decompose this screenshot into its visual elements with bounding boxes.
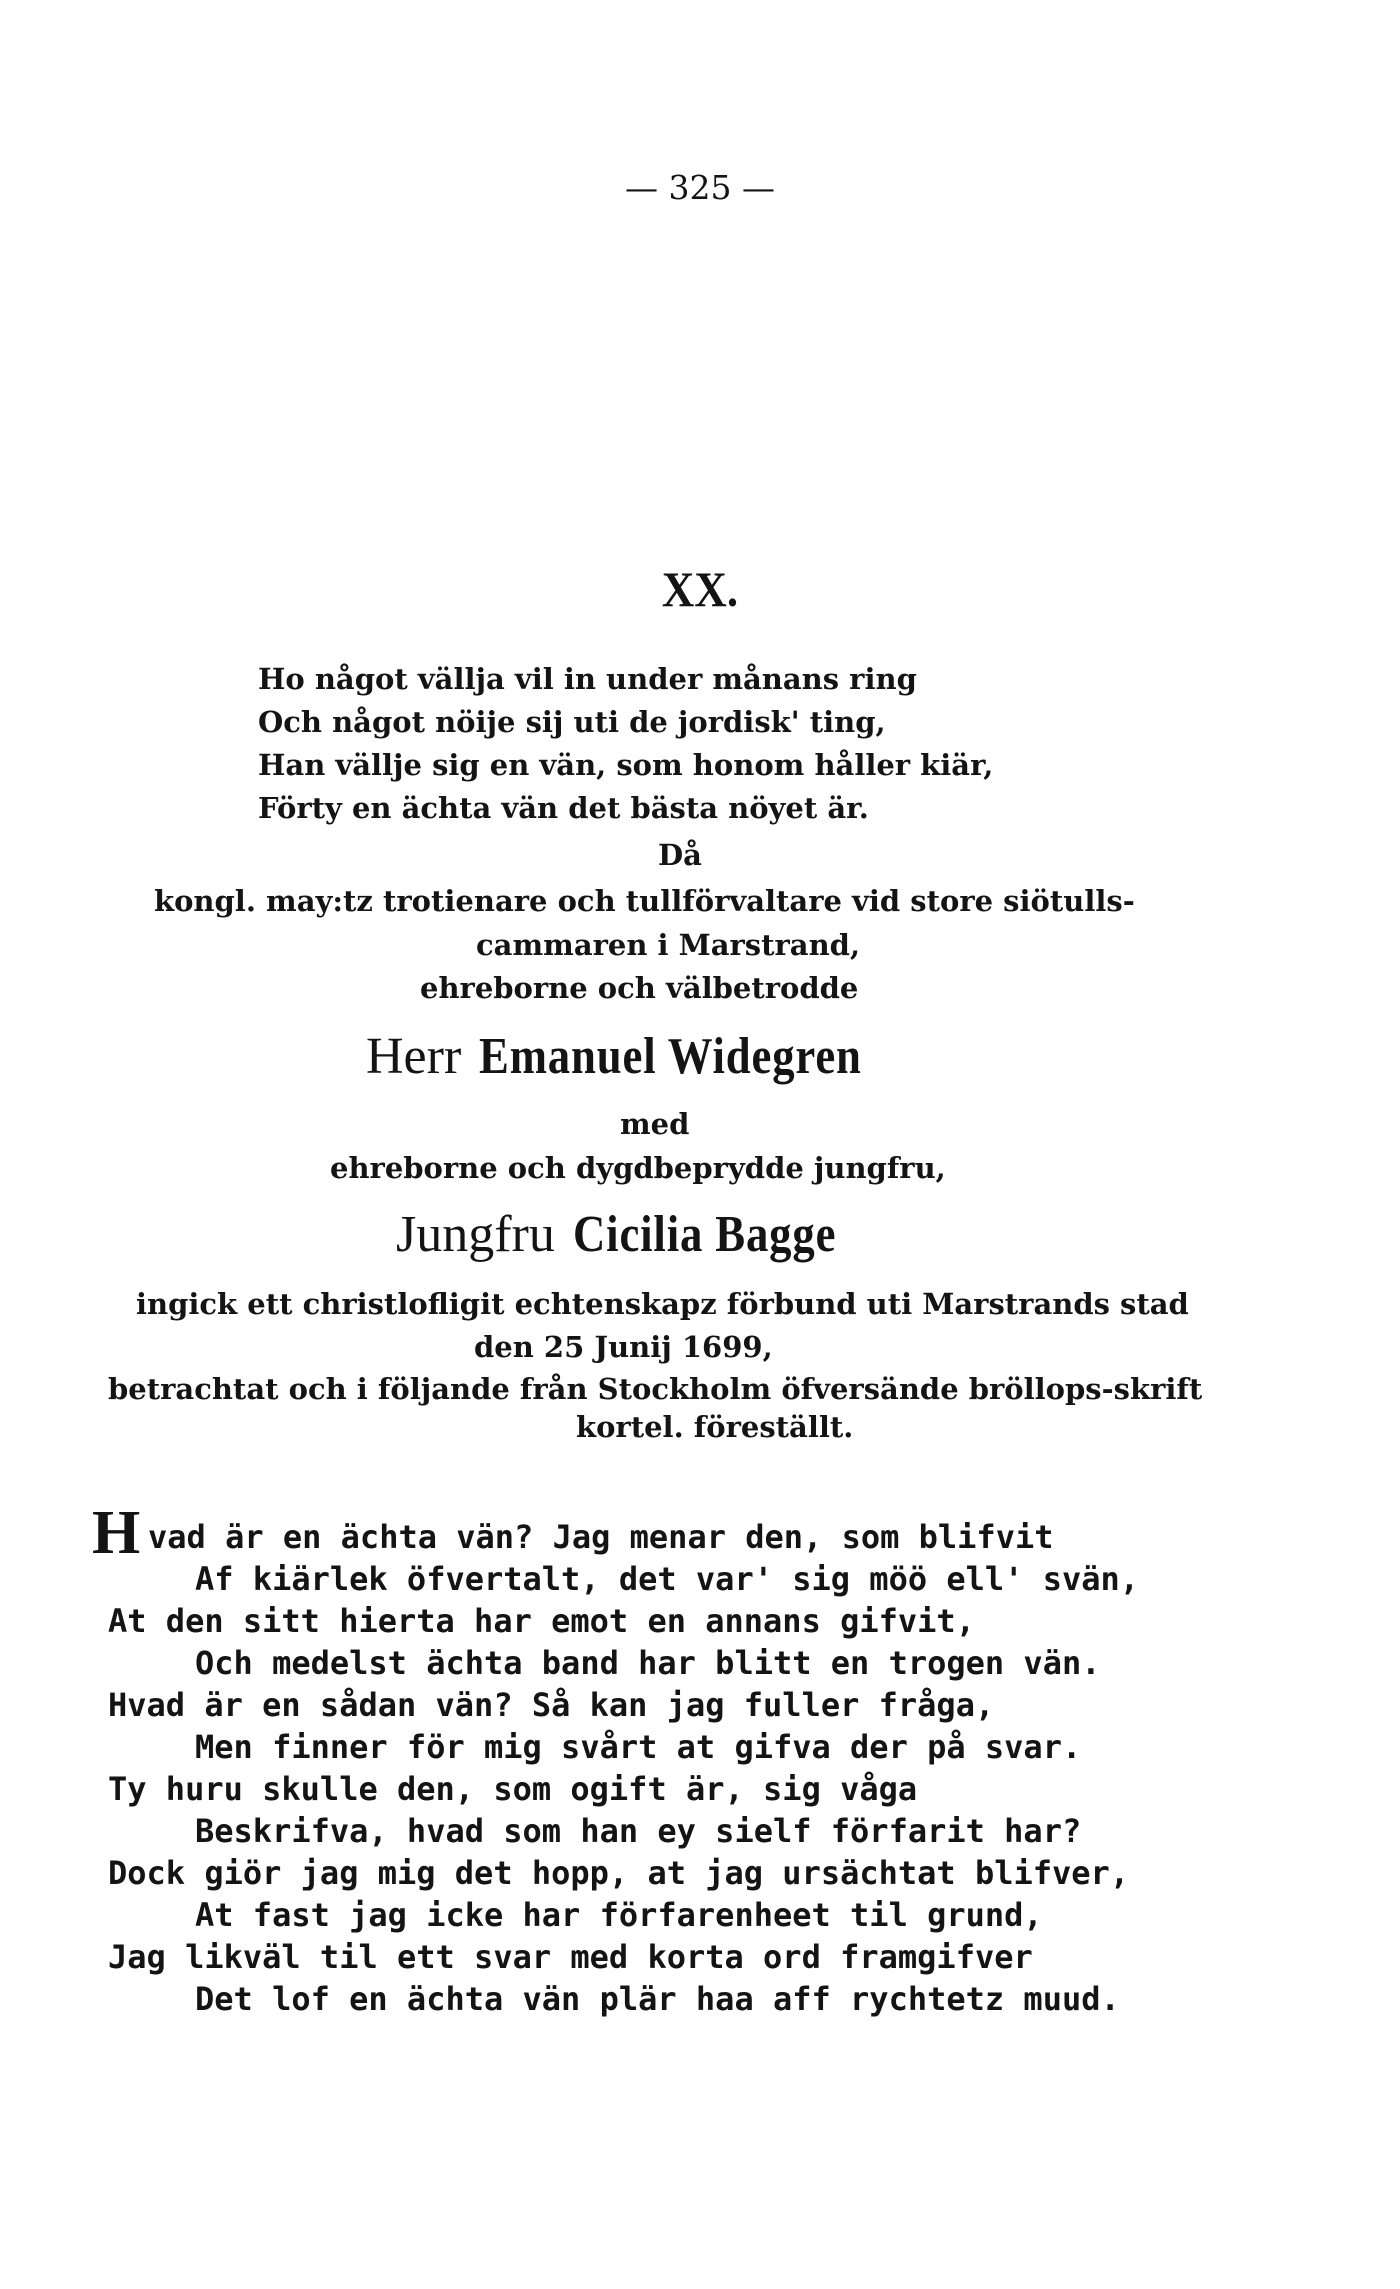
poem-line: At den sitt hierta har emot en annans gifvit,: [108, 1602, 975, 1640]
poem-drop-cap: H: [92, 1499, 141, 1567]
poem-line: Beskrifva, hvad som han ey sielf förfarit har?: [195, 1812, 1082, 1850]
poem-line: At fast jag icke har förfarenheet til grund,: [195, 1896, 1043, 1934]
intro-verse-line: Ho något vällja vil in under månans ring: [258, 662, 917, 696]
intro-verse-line: Och något nöije sij uti de jordisk' ting,: [258, 705, 886, 739]
occasion-line: den 25 Junij 1699,: [474, 1330, 773, 1364]
groom-name: [366, 1025, 924, 1086]
occasion-line: ehreborne och dygdbeprydde jungfru,: [330, 1151, 946, 1185]
occasion-line: ingick ett christlofligit echtenskapz förbund uti Marstrands stad: [136, 1287, 1189, 1321]
bride-fullname: Cicilia Bagge: [572, 1206, 837, 1263]
occasion-line: betrachtat och i följande från Stockholm öfversände bröllops-skrift: [108, 1372, 1203, 1406]
poem-line: vad är en ächta vän? Jag menar den, som blifvit: [148, 1518, 1054, 1556]
occasion-line: kortel. föreställt.: [576, 1410, 854, 1444]
groom-prefix: Herr: [366, 1028, 462, 1085]
bride-prefix: Jungfru: [396, 1206, 555, 1263]
poem-line: Ty huru skulle den, som ogift är, sig våga: [108, 1770, 918, 1808]
poem-line: Hvad är en sådan vän? Så kan jag fuller fråga,: [108, 1686, 995, 1724]
page-number: — 325 —: [625, 168, 775, 207]
intro-verse-line: Han vällje sig en vän, som honom håller kiär,: [258, 748, 994, 782]
occasion-line: ehreborne och välbetrodde: [420, 971, 859, 1005]
groom-fullname: Emanuel Widegren: [479, 1028, 863, 1085]
intro-verse-line: Förty en ächta vän det bästa nöyet är.: [258, 791, 869, 825]
occasion-da: Då: [658, 838, 702, 872]
poem-line: Och medelst ächta band har blitt en trogen vän.: [195, 1644, 1101, 1682]
occasion-med: med: [620, 1107, 690, 1141]
poem-line: Jag likväl til ett svar med korta ord framgifver: [108, 1938, 1033, 1976]
occasion-line: kongl. may:tz trotienare och tullförvaltare vid store siötulls-: [154, 884, 1135, 918]
poem-line: Af kiärlek öfvertalt, det var' sig möö ell' svän,: [195, 1560, 1140, 1598]
poem-line: Det lof en ächta vän plär haa aff rychtetz muud.: [195, 1980, 1120, 2018]
section-numeral: XX.: [661, 561, 739, 617]
occasion-line: cammaren i Marstrand,: [476, 928, 861, 962]
poem-line: Dock giör jag mig det hopp, at jag ursächtat blifver,: [108, 1854, 1130, 1892]
poem-line: Men finner för mig svårt at gifva der på svar.: [195, 1728, 1082, 1766]
bride-name: [396, 1203, 879, 1264]
